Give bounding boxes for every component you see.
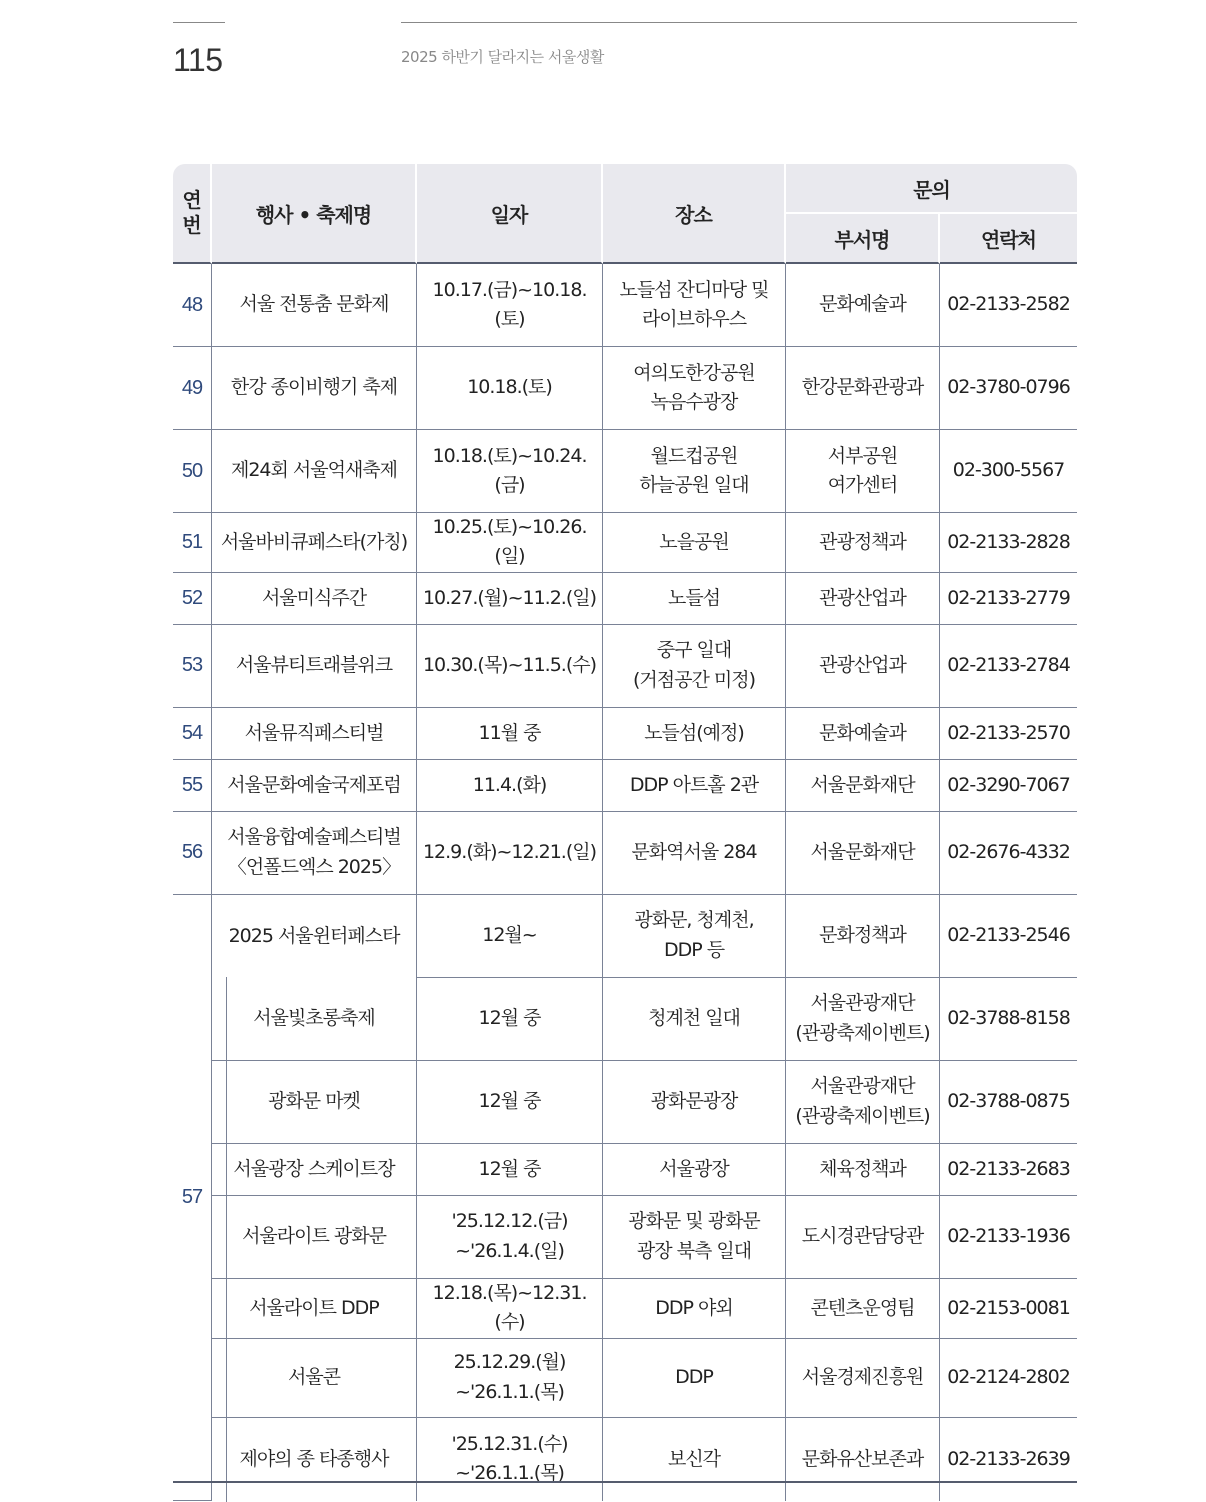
cell-line: 서울바비큐페스타(가칭) — [220, 530, 408, 553]
department — [786, 1339, 940, 1418]
event-name — [212, 760, 417, 812]
event-place — [603, 708, 786, 760]
cell-line: 서울광장 — [659, 1157, 729, 1180]
header-number-line: 번 — [182, 213, 201, 237]
cell-line: 보신각 — [667, 1447, 721, 1470]
cell-line: 서울관광재단 — [810, 1075, 915, 1098]
event-place — [603, 430, 786, 513]
header-event-name: 행사 • 축제명 — [212, 164, 417, 264]
event-place — [603, 513, 786, 573]
event-name — [212, 513, 417, 573]
contact-number: 02-3290-7067 — [940, 760, 1077, 812]
cell-line: 서울뷰티트래블위크 — [235, 654, 393, 677]
cell-line: 서울경제진흥원 — [801, 1366, 924, 1389]
page-number: 115 — [173, 42, 223, 78]
department — [786, 264, 940, 347]
group-sub-row — [173, 1339, 1077, 1418]
contact-number: 02-2133-2784 — [940, 625, 1077, 708]
contact-number: 02-300-5567 — [940, 430, 1077, 513]
header-inquiry: 문의 — [786, 164, 1077, 214]
event-date — [417, 812, 603, 895]
table-header — [173, 164, 1077, 264]
contact-number: 02-2124-2802 — [940, 1339, 1077, 1418]
row-number: 52 — [173, 573, 212, 625]
event-date — [417, 760, 603, 812]
contact-number: 02-3788-0875 — [940, 1061, 1077, 1144]
group-sub-row — [173, 978, 1077, 1061]
cell-line: 10.18.(토) — [467, 376, 552, 399]
event-name — [212, 625, 417, 708]
contact-number: 02-2133-2828 — [940, 513, 1077, 573]
department — [786, 1418, 940, 1501]
header-date: 일자 — [417, 164, 603, 264]
header-rule-right — [401, 22, 1077, 23]
event-name — [212, 708, 417, 760]
cell-line: 서울콘 — [287, 1366, 341, 1389]
cell-line: 서울문화재단 — [810, 773, 915, 796]
event-name — [212, 1144, 417, 1196]
table-row — [173, 513, 1077, 573]
cell-line: 관광산업과 — [819, 654, 906, 677]
cell-line: 10.30.(목)~11.5.(수) — [422, 654, 597, 677]
cell-line: 체육정책과 — [819, 1157, 906, 1180]
event-name — [212, 430, 417, 513]
running-title: 2025 하반기 달라지는 서울생활 — [401, 48, 604, 66]
cell-line: ~'26.1.4.(일) — [455, 1239, 564, 1262]
department — [786, 625, 940, 708]
header-place: 장소 — [603, 164, 786, 264]
cell-line: 10.17.(금)~10.18.(토) — [432, 278, 587, 330]
cell-line: 광화문, 청계천, — [634, 909, 754, 932]
header-contact: 연락처 — [940, 214, 1077, 264]
cell-line: 도시경관담당관 — [801, 1225, 924, 1248]
cell-line: 문화유산보존과 — [801, 1447, 924, 1470]
contact-number: 02-2133-2570 — [940, 708, 1077, 760]
cell-line: DDP 등 — [663, 938, 725, 961]
event-place — [603, 1279, 786, 1339]
group-sub-row — [173, 1196, 1077, 1279]
cell-line: 10.27.(월)~11.2.(일) — [422, 586, 597, 609]
row-number: 50 — [173, 430, 212, 513]
cell-line: 제야의 종 타종행사 — [239, 1447, 389, 1470]
cell-line: (거점공간 미정) — [633, 668, 755, 691]
cell-line: 12월 중 — [478, 1157, 541, 1180]
cell-line: 월드컵공원 — [650, 444, 738, 467]
cell-line: 25.12.29.(월) — [453, 1351, 566, 1374]
event-date — [417, 1418, 603, 1501]
table-row — [173, 760, 1077, 812]
department — [786, 430, 940, 513]
department — [786, 812, 940, 895]
event-place — [603, 760, 786, 812]
cell-line: DDP 아트홀 2관 — [629, 773, 759, 796]
event-place — [603, 573, 786, 625]
cell-line: 서울미식주간 — [261, 586, 367, 609]
cell-line: DDP — [675, 1366, 713, 1389]
table-body — [173, 264, 1077, 1501]
event-name — [212, 264, 417, 347]
cell-line: (관광축제이벤트) — [795, 1021, 930, 1044]
event-date — [417, 430, 603, 513]
contact-number: 02-3788-8158 — [940, 978, 1077, 1061]
cell-line: 서부공원 — [827, 444, 898, 467]
header-rule-left — [173, 22, 225, 23]
event-place — [603, 812, 786, 895]
row-number: 51 — [173, 513, 212, 573]
contact-number: 02-2133-2582 — [940, 264, 1077, 347]
event-name — [212, 1196, 417, 1279]
event-name — [212, 895, 417, 978]
event-date — [417, 1196, 603, 1279]
group-sub-row — [173, 1144, 1077, 1196]
cell-line: 여의도한강공원 — [633, 361, 755, 384]
cell-line: 서울융합예술페스티벌 — [227, 826, 401, 849]
cell-line: 문화역서울 284 — [631, 841, 757, 864]
contact-number: 02-2133-1936 — [940, 1196, 1077, 1279]
cell-line: 문화정책과 — [819, 924, 906, 947]
cell-line: 10.18.(토)~10.24.(금) — [432, 444, 587, 496]
cell-line: 서울라이트 DDP — [249, 1296, 379, 1319]
cell-line: 서울라이트 광화문 — [242, 1225, 386, 1248]
cell-line: 문화예술과 — [819, 293, 906, 316]
header-number — [173, 164, 212, 264]
table-row — [173, 264, 1077, 347]
cell-line: 노들섬(예정) — [644, 721, 744, 744]
event-name — [212, 1418, 417, 1501]
event-name — [212, 1279, 417, 1339]
event-name — [212, 978, 417, 1061]
cell-line: 12.9.(화)~12.21.(일) — [422, 841, 597, 864]
table-row — [173, 625, 1077, 708]
event-date — [417, 708, 603, 760]
cell-line: 노들섬 잔디마당 및 — [619, 278, 769, 301]
department — [786, 895, 940, 978]
cell-line: 라이브하우스 — [641, 308, 747, 330]
event-date — [417, 978, 603, 1061]
cell-line: 12월 중 — [478, 1090, 541, 1113]
cell-line: 서울관광재단 — [810, 992, 915, 1015]
cell-line: 노을공원 — [659, 530, 729, 553]
cell-line: 광화문광장 — [650, 1090, 738, 1113]
table-row — [173, 347, 1077, 430]
cell-line: DDP 야외 — [655, 1296, 733, 1319]
event-date — [417, 1144, 603, 1196]
event-date — [417, 1061, 603, 1144]
group-sub-row — [173, 1418, 1077, 1501]
table-row — [173, 573, 1077, 625]
event-place — [603, 1339, 786, 1418]
contact-number: 02-2133-2639 — [947, 1447, 1070, 1470]
row-number: 54 — [173, 708, 212, 760]
event-place — [603, 625, 786, 708]
event-place — [603, 978, 786, 1061]
events-table — [173, 164, 1077, 1501]
event-place — [603, 895, 786, 978]
cell-line: 녹음수광장 — [650, 391, 738, 413]
row-number: 56 — [173, 812, 212, 895]
cell-line: 제24회 서울억새축제 — [230, 459, 398, 482]
department — [786, 1279, 940, 1339]
cell-line: 10.25.(토)~10.26.(일) — [432, 516, 587, 568]
row-number: 57 — [173, 895, 212, 1501]
department — [786, 347, 940, 430]
cell-line: 광화문 마켓 — [268, 1090, 360, 1113]
cell-line: '25.12.31.(수) — [451, 1432, 568, 1455]
cell-line: 콘텐츠운영팀 — [810, 1296, 915, 1319]
cell-line: 광장 북측 일대 — [636, 1239, 752, 1262]
group-sub-row — [173, 1279, 1077, 1339]
department — [786, 708, 940, 760]
cell-line: 서울광장 스케이트장 — [233, 1157, 395, 1180]
contact-number: 02-2133-2779 — [940, 573, 1077, 625]
cell-line: 〈언폴드엑스 2025〉 — [227, 855, 401, 878]
event-date — [417, 895, 603, 978]
cell-line: 관광정책과 — [819, 530, 906, 553]
event-date — [417, 264, 603, 347]
department — [786, 513, 940, 573]
cell-line: 관광산업과 — [819, 586, 906, 609]
cell-line: 서울문화예술국제포럼 — [227, 773, 401, 796]
cell-line: 12월~ — [482, 924, 537, 947]
event-date — [417, 573, 603, 625]
department — [786, 1061, 940, 1144]
cell-line: 서울뮤직페스티벌 — [244, 721, 384, 744]
cell-line: 청계천 일대 — [648, 1007, 740, 1030]
event-place — [603, 1144, 786, 1196]
department — [786, 760, 940, 812]
department — [786, 1196, 940, 1279]
cell-line: 서울 전통춤 문화제 — [239, 293, 389, 316]
header-department: 부서명 — [786, 214, 940, 264]
contact-number: 02-2676-4332 — [940, 812, 1077, 895]
table-row — [173, 708, 1077, 760]
group-sub-row — [173, 1061, 1077, 1144]
cell-line: 2025 서울윈터페스타 — [228, 924, 400, 947]
event-date — [417, 347, 603, 430]
event-date — [417, 1279, 603, 1339]
table-row — [173, 430, 1077, 513]
event-name — [212, 812, 417, 895]
row-number: 48 — [173, 264, 212, 347]
cell-line: '25.12.12.(금) — [451, 1210, 568, 1233]
cell-line: 광화문 및 광화문 — [628, 1210, 760, 1233]
event-date — [417, 625, 603, 708]
row-number: 49 — [173, 347, 212, 430]
cell-line: ~'26.1.1.(목) — [455, 1380, 564, 1403]
contact-number: 02-2133-2683 — [940, 1144, 1077, 1196]
cell-line: 서울문화재단 — [810, 841, 915, 864]
event-date — [417, 1339, 603, 1418]
row-number: 53 — [173, 625, 212, 708]
table-bottom-rule — [173, 1481, 1077, 1483]
event-place — [603, 1061, 786, 1144]
cell-line: 여가센터 — [827, 474, 898, 496]
event-name — [212, 573, 417, 625]
contact-number: 02-2153-0081 — [940, 1279, 1077, 1339]
department — [786, 573, 940, 625]
cell-line: 문화예술과 — [819, 721, 906, 744]
cell-line: (관광축제이벤트) — [795, 1104, 930, 1127]
event-place — [603, 347, 786, 430]
contact-number: 02-2133-2546 — [940, 895, 1077, 978]
event-date — [417, 513, 603, 573]
department — [786, 1144, 940, 1196]
event-place — [603, 1418, 786, 1501]
event-place — [603, 264, 786, 347]
table-row — [173, 812, 1077, 895]
event-name — [212, 1339, 417, 1418]
contact-number: 02-3780-0796 — [940, 347, 1077, 430]
cell-line: 11월 중 — [478, 721, 541, 744]
cell-line: 한강 종이비행기 축제 — [230, 376, 398, 399]
header-number-line: 연 — [182, 188, 201, 212]
event-name — [212, 347, 417, 430]
cell-line: 중구 일대 — [656, 639, 732, 662]
event-place — [603, 1196, 786, 1279]
event-name — [212, 1061, 417, 1144]
cell-line: 노들섬 — [667, 586, 721, 609]
cell-line: 하늘공원 일대 — [639, 474, 749, 496]
group-main-row — [173, 895, 1077, 978]
cell-line: 한강문화관광과 — [801, 376, 924, 399]
cell-line: ~'26.1.1.(목) — [455, 1462, 564, 1485]
cell-line: 11.4.(화) — [472, 773, 547, 796]
cell-line: 서울빛초롱축제 — [253, 1007, 375, 1030]
cell-line: 12월 중 — [478, 1007, 541, 1030]
row-number: 55 — [173, 760, 212, 812]
department — [786, 978, 940, 1061]
cell-line: 12.18.(목)~12.31.(수) — [432, 1281, 587, 1334]
